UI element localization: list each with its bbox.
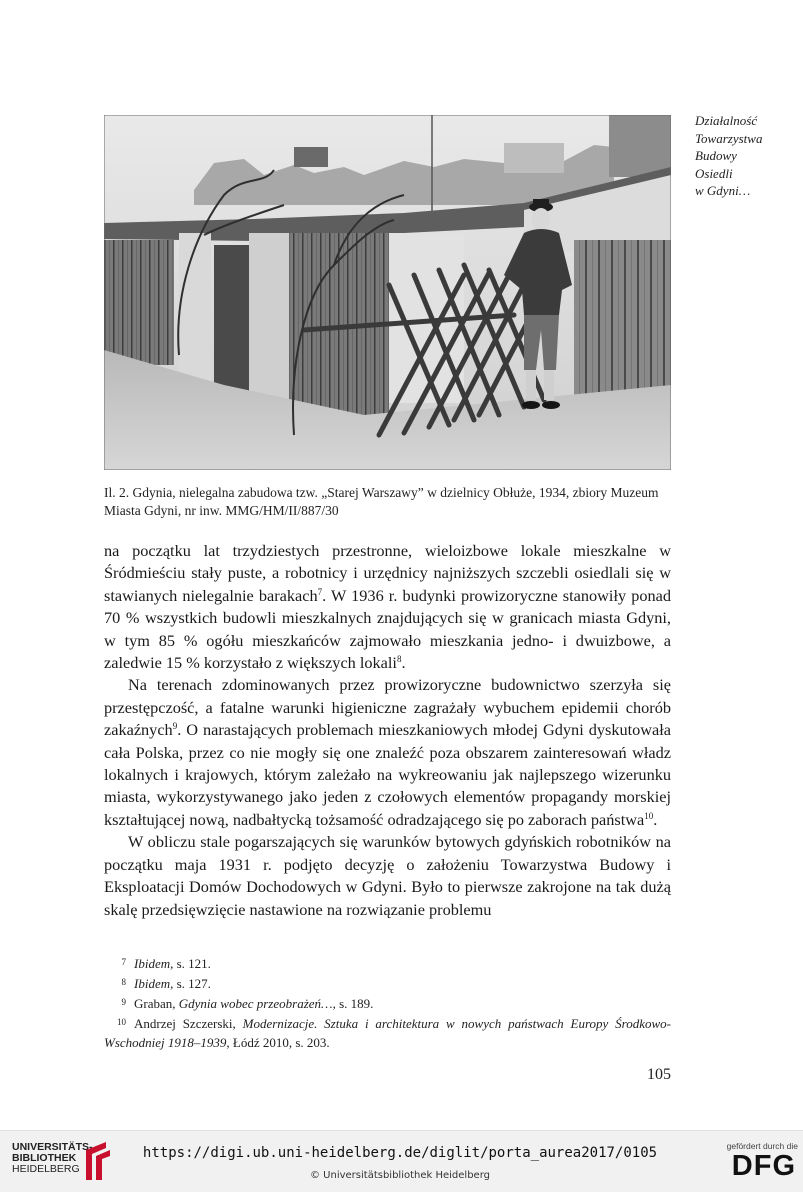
body-text <box>104 540 671 921</box>
figure-caption: Il. 2. Gdynia, nielegalna zabudowa tzw. „Starej Warszawy” w dzielnicy Obłuże, 1934, zbiory Muzeum Miasta Gdyni, nr inw. MMG/HM/II/887/30 <box>104 485 659 518</box>
paragraph-text: W obliczu stale pogarszających się warunków bytowych gdyńskich robotników na początku maja 1931 r. podjęto decyzję o założeniu Towarzystwa Budowy i Eksploatacji Domów Dochodowych w Gdyni. Było to pierwsze zakrojone na tak dużą skalę przedsięwzięcie nastawione na rozwiązanie problemu <box>104 832 671 919</box>
paragraph <box>104 831 671 921</box>
footnote-italic: Modernizacje. Sztuka i architektura w nowych państwach Europy Środkowo-Wschodniej 1918–1939 <box>104 1016 671 1050</box>
running-head-line: Budowy <box>695 148 737 163</box>
footnote-text: , s. 189. <box>332 996 374 1011</box>
library-name-line: BIBLIOTHEK <box>12 1152 77 1164</box>
running-head-line: Towarzystwa <box>695 130 763 146</box>
historical-photograph <box>104 115 671 470</box>
page-number: 105 <box>647 1066 671 1083</box>
footnote <box>104 973 671 993</box>
footnote-text: , s. 127. <box>170 976 211 991</box>
footnote-text: Andrzej Szczerski, <box>134 1016 243 1031</box>
footnote-number: 8 <box>121 977 126 987</box>
paragraph-text: Na terenach zdominowanych przez prowizoryczne budownictwo szerzyła się przestępczość, a fatalne warunki higieniczne zagrażały wybuchem epidemii chorób zakaźnych <box>104 675 671 740</box>
footnote-number: 9 <box>121 997 126 1007</box>
running-head-line: Osiedli <box>695 165 733 181</box>
copyright-notice: © Universitätsbibliothek Heidelberg <box>309 1170 490 1181</box>
funding-label: gefördert durch die <box>726 1141 798 1151</box>
footnote <box>104 1013 671 1052</box>
footnote-ref[interactable]: 7 <box>317 586 323 597</box>
footnote-ref[interactable]: 10 <box>644 810 654 821</box>
dfg-logo[interactable]: DFG <box>731 1150 796 1182</box>
footnote <box>104 953 671 973</box>
paragraph <box>104 674 671 831</box>
paragraph <box>104 540 671 674</box>
footnote-text: Graban, <box>134 996 179 1011</box>
footnote-number: 7 <box>121 957 126 967</box>
paragraph-text: na początku lat trzydziestych przestronne, wieloizbowe lokale mieszkalne w Śródmieściu stały puste, a robotnicy i urzędnicy najniższych szczebli osiedlali się w stawianych nielegalnie barakach <box>104 541 671 605</box>
paragraph-text: . <box>401 653 406 673</box>
library-name-line: UNIVERSITÄTS- <box>12 1141 93 1153</box>
footnote-ref[interactable]: 9 <box>172 721 178 732</box>
library-footer <box>0 1130 803 1192</box>
running-head-line: w Gdyni… <box>695 183 751 198</box>
footnote-text: , s. 121. <box>170 956 211 971</box>
footnotes <box>104 953 671 1052</box>
paragraph-text: . O narastających problemach mieszkaniowych młodej Gdyni dyskutowała cała Polska, przez co nie mogły się one znaleźć poza obszarem zainteresowań władz lokalnych i krajowych, którym zależało na wykreowaniu jak najlepszego wizerunku miasta, wykorzystywanego jako jeden z czołowych elementów propagandy morskiej kształtującej nową, nadbałtycką tożsamość odradzającego się po zaborach państwa <box>104 720 671 829</box>
footnote-ref[interactable]: 8 <box>396 654 402 665</box>
running-head-line: Działalność <box>695 113 758 128</box>
library-name-line: HEIDELBERG <box>12 1163 80 1175</box>
library-name[interactable] <box>12 1142 93 1175</box>
footnote <box>104 993 671 1013</box>
footnote-italic: Ibidem <box>134 976 171 991</box>
footnote-text: , Łódź 2010, s. 203. <box>226 1035 330 1050</box>
library-logo-icon <box>82 1140 112 1182</box>
paragraph-text: . <box>653 809 658 829</box>
running-head <box>695 112 795 200</box>
paragraph-text: . W 1936 r. budynki prowizoryczne stanowiły ponad 70 % wszystkich budowli mieszkalnych znajdujących się w granicach miasta Gdyni, w tym 85 % ogółu mieszkańców zajmowało mieszkania jedno- i dwuizbowe, a zaledwie 15 % korzystało z większych lokali <box>104 585 671 673</box>
photo-illustration <box>104 115 671 470</box>
footnote-number: 10 <box>117 1017 126 1027</box>
footnote-italic: Gdynia wobec przeobrażeń… <box>178 996 333 1011</box>
footnote-italic: Ibidem <box>134 956 171 971</box>
page-url-link[interactable]: https://digi.ub.uni-heidelberg.de/diglit/porta_aurea2017/0105 <box>142 1145 658 1161</box>
